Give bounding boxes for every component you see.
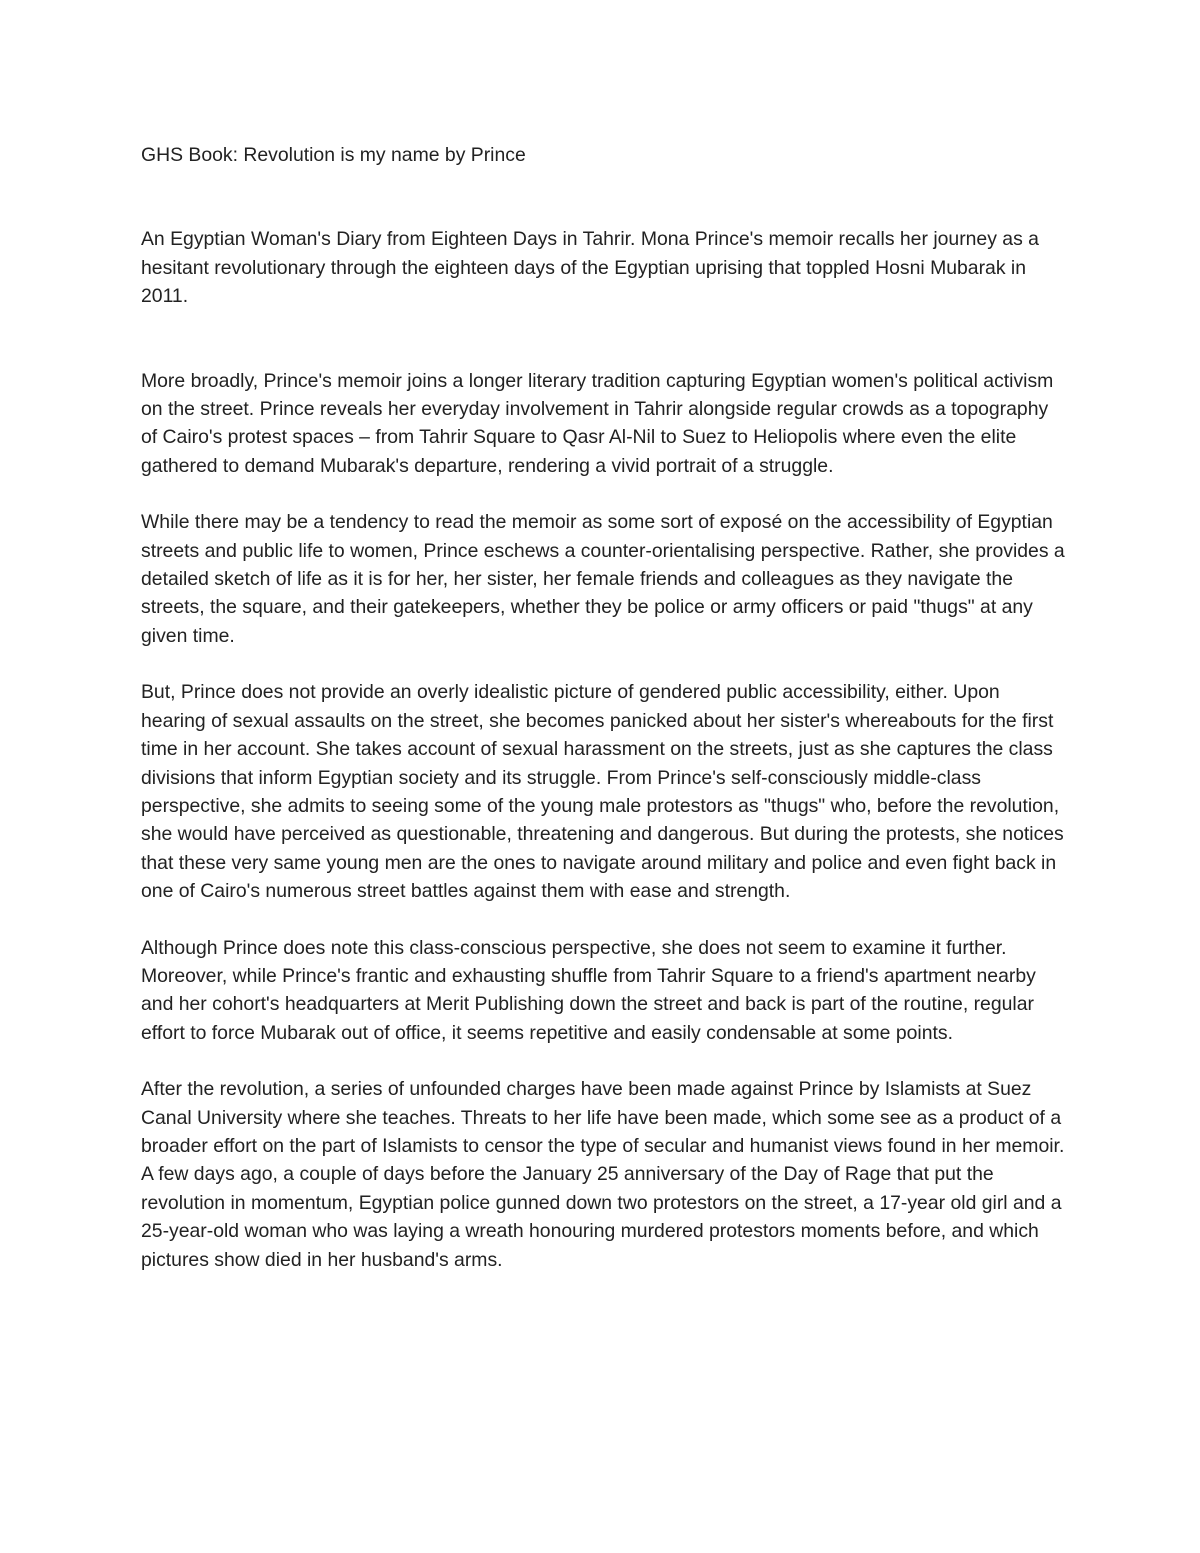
- document-title: GHS Book: Revolution is my name by Prince: [141, 144, 526, 166]
- paragraph-after-revolution: After the revolution, a series of unfounded charges have been made against Prince by Islamists at Suez Canal University where she teaches. Threats to her life have been made, which some see as a product of a broader effort on the part of Islamists to censor the type of secular and humanist views found in her memoir. A few days ago, a couple of days before the January 25 anniversary of the Day of Rage that put the revolution in momentum, Egyptian police gunned down two protestors on the street, a 17-year old girl and a 25-year-old woman who was laying a wreath honouring murdered protestors moments before, and which pictures show died in her husband's arms.: [141, 1078, 1065, 1271]
- paragraph-broader-tradition: More broadly, Prince's memoir joins a longer literary tradition capturing Egyptian women's political activism on the street. Prince reveals her everyday involvement in Tahrir alongside regular crowds as a topography of Cairo's protest spaces – from Tahrir Square to Qasr Al-Nil to Suez to Heliopolis where even the elite gathered to demand Mubarak's departure, rendering a vivid portrait of a struggle.: [141, 369, 1054, 477]
- paragraph-expose: While there may be a tendency to read the memoir as some sort of exposé on the accessibility of Egyptian streets and public life to women, Prince eschews a counter-orientalising perspective. Rather, she provides a detailed sketch of life as it is for her, her sister, her female friends and colleagues as they navigate the streets, the square, and their gatekeepers, whether they be police or army officers or paid "thugs" at any given time.: [141, 511, 1065, 647]
- paragraph-gendered-accessibility: But, Prince does not provide an overly idealistic picture of gendered public accessibility, either. Upon hearing of sexual assaults on the street, she becomes panicked about her sister's whereabouts for the first time in her account. She takes account of sexual harassment on the streets, just as she captures the class divisions that inform Egyptian society and its struggle. From Prince's self-consciously middle-class perspective, she admits to seeing some of the young male protestors as "thugs" who, before the revolution, she would have perceived as questionable, threatening and dangerous. But during the protests, she notices that these very same young men are the ones to navigate around military and police and even fight back in one of Cairo's numerous street battles against them with ease and strength.: [141, 681, 1064, 903]
- document-body: [141, 141, 1066, 1274]
- paragraph-intro: An Egyptian Woman's Diary from Eighteen Days in Tahrir. Mona Prince's memoir recalls her journey as a hesitant revolutionary through the eighteen days of the Egyptian uprising that toppled Hosni Mubarak in 2011.: [141, 228, 1039, 308]
- paragraph-class-conscious: Although Prince does note this class-conscious perspective, she does not seem to examine it further. Moreover, while Prince's frantic and exhausting shuffle from Tahrir Square to a friend's apartment nearby and her cohort's headquarters at Merit Publishing down the street and back is part of the routine, regular effort to force Mubarak out of office, it seems repetitive and easily condensable at some points.: [141, 936, 1036, 1044]
